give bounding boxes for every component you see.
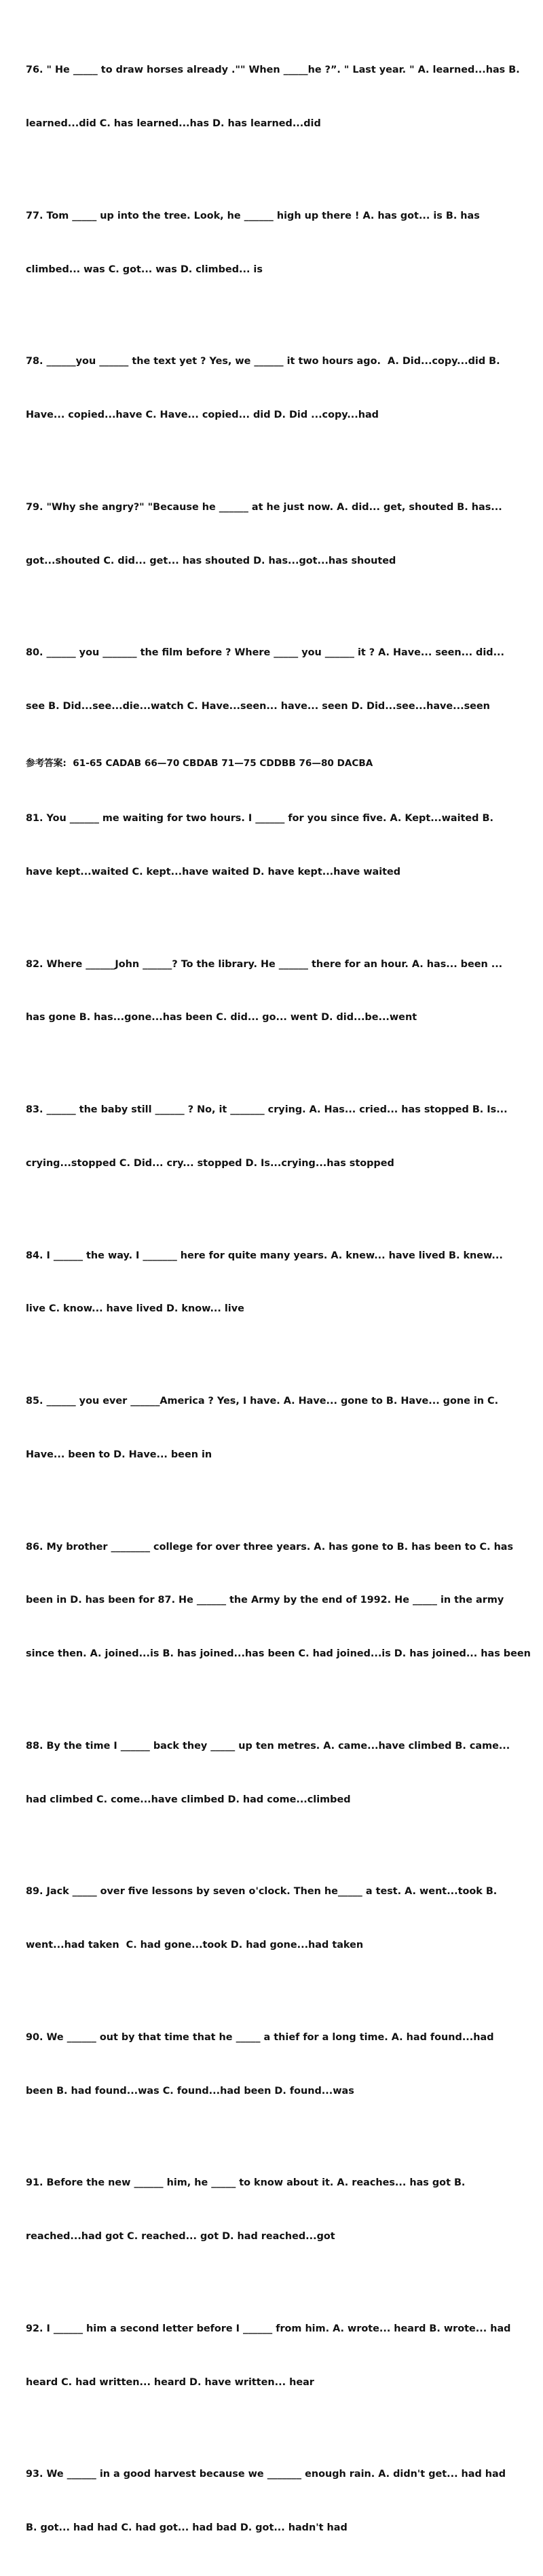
question-line: 83. ______ the baby still ______ ? No, it _______ crying. A. Has... cried... has stopped B. Is... [26,1104,508,1116]
question-line: heard C. had written... heard D. have written... hear [26,2376,314,2388]
question-line: 85. ______ you ever ______America ? Yes, I have. A. Have... gone to B. Have... gone in C. [26,1396,499,1407]
question-line: learned...did C. has learned...has D. has learned...did [26,118,321,130]
question-83 [26,1066,520,1208]
question-line: reached...had got C. reached... got D. had reached...got [26,2231,335,2243]
question-93 [26,2430,520,2573]
question-line: has gone B. has...gone...has been C. did... go... went D. did...be...went [26,1012,417,1023]
question-line: live C. know... have lived D. know... live [26,1303,244,1315]
question-line: 93. We ______ in a good harvest because we _______ enough rain. A. didn't get... had had [26,2469,506,2480]
question-line: been B. had found...was C. found...had been D. found...was [26,2085,354,2097]
question-line: 88. By the time I ______ back they _____ up ten metres. A. came...have climbed B. came... [26,1740,510,1752]
question-line: 90. We ______ out by that time that he _____ a thief for a long time. A. had found...had [26,2031,494,2043]
question-92 [26,2285,520,2427]
question-line: 80. ______ you _______ the film before ? Where _____ you ______ it ? A. Have... seen... did... [26,647,504,659]
question-line: had climbed C. come...have climbed D. had come...climbed [26,1794,351,1805]
question-86 [26,1502,531,1698]
document-page [26,26,531,2576]
question-line: got...shouted C. did... get... has shouted D. has...got...has shouted [26,555,396,566]
question-line: 89. Jack _____ over five lessons by seven o'clock. Then he_____ a test. A. went...took B. [26,1886,498,1898]
question-80 [26,609,520,751]
question-line: 78. ______you ______ the text yet ? Yes, we ______ it two hours ago. A. Did...copy...did B. [26,356,500,367]
question-82 [26,920,520,1062]
question-line: 84. I ______ the way. I _______ here for quite many years. A. knew... have lived B. knew... [26,1250,503,1261]
question-line: 76. " He _____ to draw horses already ."" When _____he ?”. " Last year. " A. learned...has B. [26,65,520,76]
question-76 [26,26,520,168]
question-line: 92. I ______ him a second letter before I ______ from him. A. wrote... heard B. wrote... had [26,2323,511,2334]
question-line: 91. Before the new ______ him, he _____ to know about it. A. reaches... has got B. [26,2177,466,2189]
question-line: since then. A. joined...is B. has joined...has been C. had joined...is D. has joined... has been [26,1648,531,1659]
question-line: 81. You ______ me waiting for two hours. I ______ for you since five. A. Kept...waited B. [26,813,493,824]
question-84 [26,1211,520,1354]
question-line: B. got... had had C. had got... had bad D. got... hadn't had [26,2522,348,2534]
question-90 [26,1993,520,2136]
question-81 [26,774,520,917]
question-79 [26,463,520,606]
question-line: 77. Tom _____ up into the tree. Look, he ______ high up there ! A. has got... is B. has [26,210,480,221]
answer-key: 参考答案: 61-65 CADAB 66—70 CBDAB 71—75 CDDBB 76—80 DACBA [26,757,373,769]
question-line: 79. "Why she angry?" "Because he ______ at he just now. A. did... get, shouted B. has... [26,501,502,513]
question-line: have kept...waited C. kept...have waited D. have kept...have waited [26,866,401,877]
question-line: see B. Did...see...die...watch C. Have...seen... have... seen D. Did...see...have...seen [26,701,490,712]
question-91 [26,2139,520,2281]
question-85 [26,1357,520,1500]
question-89 [26,1847,520,1990]
question-88 [26,1701,520,1844]
question-77 [26,172,520,314]
question-line: crying...stopped C. Did... cry... stopped D. Is...crying...has stopped [26,1157,394,1169]
question-line: Have... been to D. Have... been in [26,1449,212,1460]
question-line: went...had taken C. had gone...took D. had gone...had taken [26,1940,364,1951]
question-line: climbed... was C. got... was D. climbed... is [26,264,263,275]
question-line: 82. Where ______John ______? To the library. He ______ there for an hour. A. has... been ... [26,958,503,970]
question-line: 86. My brother ________ college for over three years. A. has gone to B. has been to C. has [26,1541,514,1553]
question-line: Have... copied...have C. Have... copied... did D. Did ...copy...had [26,410,379,421]
question-78 [26,317,520,460]
question-line: been in D. has been for 87. He ______ the Army by the end of 1992. He _____ in the army [26,1595,504,1606]
